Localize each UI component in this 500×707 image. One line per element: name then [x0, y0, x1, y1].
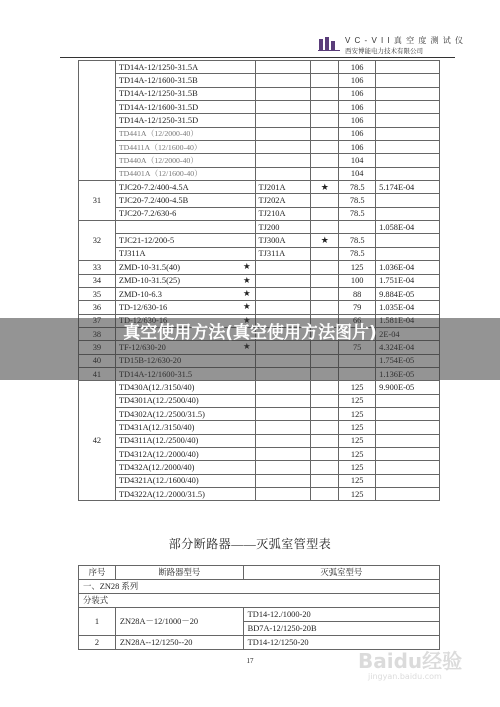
row-interrupter: TJ202A	[255, 194, 311, 207]
row-star-interrupter	[311, 461, 339, 474]
table-row	[79, 194, 440, 207]
row-rate	[376, 407, 440, 420]
row-star-interrupter	[311, 101, 339, 114]
row-star-interrupter	[311, 221, 339, 234]
row-interrupter	[255, 114, 311, 127]
row-star-interrupter	[311, 154, 339, 167]
row-rate	[376, 61, 440, 74]
row-star-interrupter	[311, 447, 339, 460]
row-model: TD14A-12/1600-31.5B	[118, 76, 198, 86]
row-model-cell	[115, 87, 255, 100]
row-rate	[376, 141, 440, 154]
row-star-interrupter	[311, 74, 339, 87]
row-model: TD4311A(12./2500/40)	[118, 436, 199, 446]
row-no: 36	[79, 301, 116, 314]
row-model: ZMD-10-31.5(40)	[118, 262, 181, 272]
row-interrupter	[255, 421, 311, 434]
row-model-cell	[115, 407, 255, 420]
row-no: 2	[79, 636, 116, 650]
row-rate: 1.751E-04	[376, 274, 440, 287]
row-model-cell	[115, 301, 255, 314]
row-interrupter: TJ210A	[255, 207, 311, 220]
row-model: TD4321A(12./1600/40)	[118, 476, 199, 486]
row-value: 106	[339, 101, 376, 114]
row-star-interrupter	[311, 61, 339, 74]
row-rate	[376, 234, 440, 247]
row-value: 79	[339, 301, 376, 314]
row-model-cell	[115, 127, 255, 140]
row-model: TD4302A(12./2500/31.5)	[118, 409, 205, 419]
row-model: TD432A(12./2000/40)	[118, 462, 195, 472]
header-interrupter: 灭弧室型号	[243, 566, 439, 580]
row-value	[339, 221, 376, 234]
row-model: ZMD-10-6.3	[118, 289, 162, 299]
row-interrupter	[255, 461, 311, 474]
row-model-cell	[115, 194, 255, 207]
row-interrupter	[255, 61, 311, 74]
section-title: 部分断路器——灭弧室管型表	[168, 537, 332, 551]
table-row	[79, 421, 440, 434]
row-model: TJC20-7.2/630-6	[118, 209, 177, 219]
row-value: 78.5	[339, 207, 376, 220]
table-row	[79, 167, 440, 180]
row-model: TD4322A(12./2000/31.5)	[118, 489, 205, 499]
row-interrupter: TJ200	[255, 221, 311, 234]
row-no: 33	[79, 261, 116, 274]
row-value: 125	[339, 261, 376, 274]
row-star-interrupter	[311, 141, 339, 154]
row-no: 42	[79, 381, 116, 501]
row-interrupter: TD14-12./1000-20	[243, 608, 439, 622]
row-rate	[376, 461, 440, 474]
row-star-interrupter	[311, 207, 339, 220]
row-model: TD4301A(12./2500/40)	[118, 396, 199, 406]
row-rate	[376, 434, 440, 447]
row-rate	[376, 74, 440, 87]
breaker-interrupter-table	[78, 565, 440, 650]
row-model-cell	[115, 247, 255, 260]
row-rate	[376, 207, 440, 220]
row-rate	[376, 154, 440, 167]
row-star-interrupter	[311, 434, 339, 447]
row-value: 125	[339, 488, 376, 501]
row-interrupter	[255, 74, 311, 87]
row-model-cell	[115, 447, 255, 460]
table-row	[79, 221, 440, 234]
row-model-cell	[115, 394, 255, 407]
row-rate: 9.884E-05	[376, 287, 440, 300]
table-header-row	[79, 566, 440, 580]
row-model: TD14A-12/1250-31.5B	[118, 89, 198, 99]
table-row	[79, 114, 440, 127]
row-model-cell	[115, 221, 255, 234]
table-row	[79, 234, 440, 247]
row-rate	[376, 167, 440, 180]
row-rate	[376, 101, 440, 114]
row-value: 106	[339, 87, 376, 100]
row-interrupter	[255, 474, 311, 487]
banner-title: 真空使用方法(真空使用方法图片)	[123, 323, 377, 343]
row-star-interrupter	[311, 261, 339, 274]
table-row	[79, 488, 440, 501]
row-interrupter	[255, 141, 311, 154]
row-rate: 1.035E-04	[376, 301, 440, 314]
row-value: 88	[339, 287, 376, 300]
row-model: TD-12/630-16	[118, 302, 168, 312]
row-value: 106	[339, 114, 376, 127]
table-row	[79, 74, 440, 87]
row-model: TJC20-7.2/400-4.5B	[118, 196, 189, 206]
row-model-cell	[115, 154, 255, 167]
row-star-interrupter	[311, 127, 339, 140]
brand-line-1: V C - V I I 真 空 度 测 试 仪	[345, 36, 465, 45]
row-model: TD431A(12./3150/40)	[118, 422, 195, 432]
header-no: 序号	[79, 566, 116, 580]
row-interrupter	[255, 154, 311, 167]
subsection-label: 分装式	[79, 594, 440, 608]
row-star-interrupter	[311, 394, 339, 407]
row-rate	[376, 394, 440, 407]
table-row	[79, 181, 440, 194]
row-model-cell	[115, 488, 255, 501]
row-interrupter: BD7A-12/1250-20B	[243, 622, 439, 636]
row-rate	[376, 114, 440, 127]
row-interrupter	[255, 381, 311, 394]
row-value: 78.5	[339, 181, 376, 194]
row-interrupter	[255, 274, 311, 287]
row-no	[79, 61, 116, 181]
row-no: 31	[79, 181, 116, 221]
row-model: TD430A(12./3150/40)	[118, 382, 195, 392]
row-model-cell	[115, 141, 255, 154]
header-rule	[60, 57, 455, 58]
row-interrupter	[255, 261, 311, 274]
table-row	[79, 461, 440, 474]
row-star-interrupter	[311, 381, 339, 394]
row-star-interrupter	[311, 407, 339, 420]
brand-line-2: 西安博能电力技术有限公司	[345, 48, 423, 55]
row-model: TJC21-12/200-5	[118, 236, 175, 246]
row-rate	[376, 194, 440, 207]
table-row	[79, 247, 440, 260]
row-star-interrupter	[311, 274, 339, 287]
row-rate: 1.036E-04	[376, 261, 440, 274]
row-value: 125	[339, 381, 376, 394]
table-row	[79, 127, 440, 140]
row-interrupter	[255, 434, 311, 447]
row-star-interrupter	[311, 194, 339, 207]
table-row	[79, 87, 440, 100]
table-row	[79, 474, 440, 487]
row-no: 32	[79, 221, 116, 261]
row-star-interrupter	[311, 114, 339, 127]
row-breaker: ZN28A－12/1000－20	[115, 608, 243, 636]
table-row	[79, 154, 440, 167]
table-row	[79, 394, 440, 407]
row-model: TJ311A	[118, 249, 146, 259]
table-row	[79, 407, 440, 420]
row-star-interrupter: ★	[311, 181, 339, 194]
row-rate	[376, 87, 440, 100]
row-interrupter	[255, 101, 311, 114]
row-interrupter: TD14-12/1250-20	[243, 636, 439, 650]
table-row	[79, 381, 440, 394]
row-model-cell	[115, 74, 255, 87]
watermark	[358, 645, 478, 690]
row-rate	[376, 421, 440, 434]
row-star-interrupter	[311, 287, 339, 300]
table-row	[79, 447, 440, 460]
row-rate	[376, 447, 440, 460]
table-row	[79, 287, 440, 300]
row-model-cell	[115, 287, 255, 300]
row-star-interrupter	[311, 87, 339, 100]
row-breaker: ZN28A--12/1250--20	[115, 636, 243, 650]
star-mark: ★	[242, 288, 251, 298]
row-value: 125	[339, 474, 376, 487]
watermark-url: jingyan.baidu.com	[368, 672, 442, 681]
series-row	[79, 580, 440, 594]
row-rate: 5.174E-04	[376, 181, 440, 194]
row-model: TD14A-12/1600-31.5D	[118, 102, 199, 112]
row-rate: 9.900E-05	[376, 381, 440, 394]
row-no: 1	[79, 608, 116, 636]
row-no: 34	[79, 274, 116, 287]
row-model-cell	[115, 261, 255, 274]
row-rate	[376, 488, 440, 501]
header-breaker: 断路器型号	[115, 566, 243, 580]
row-interrupter: TJ300A	[255, 234, 311, 247]
row-model-cell	[115, 274, 255, 287]
row-model: TJC20-7.2/400-4.5A	[118, 182, 189, 192]
table-row	[79, 141, 440, 154]
row-value: 106	[339, 127, 376, 140]
interrupter-value-table	[78, 60, 440, 501]
row-model: TD4411A（12/1600-40）	[118, 142, 202, 152]
subsection-row	[79, 594, 440, 608]
table-row	[79, 207, 440, 220]
row-model-cell	[115, 461, 255, 474]
row-model-cell	[115, 434, 255, 447]
table-row	[79, 61, 440, 74]
row-value: 125	[339, 407, 376, 420]
row-interrupter	[255, 488, 311, 501]
row-model-cell	[115, 114, 255, 127]
series-label: 一、ZN28 系列	[79, 580, 440, 594]
table-row	[79, 608, 440, 622]
row-no: 35	[79, 287, 116, 300]
row-model-cell	[115, 61, 255, 74]
row-star-interrupter	[311, 474, 339, 487]
row-value: 104	[339, 154, 376, 167]
row-star-interrupter	[311, 421, 339, 434]
star-mark: ★	[242, 262, 251, 272]
row-value: 125	[339, 461, 376, 474]
row-model: TD4312A(12./2000/40)	[118, 449, 199, 459]
row-interrupter	[255, 447, 311, 460]
row-model: TD14A-12/1250-31.5A	[118, 62, 199, 72]
row-interrupter	[255, 407, 311, 420]
row-interrupter	[255, 394, 311, 407]
row-model-cell	[115, 234, 255, 247]
table-row	[79, 434, 440, 447]
row-model: TD14A-12/1250-31.5D	[118, 116, 199, 126]
row-rate: 1.058E-04	[376, 221, 440, 234]
row-model-cell	[115, 167, 255, 180]
row-interrupter	[255, 167, 311, 180]
table-row	[79, 101, 440, 114]
row-value: 100	[339, 274, 376, 287]
row-interrupter: TJ201A	[255, 181, 311, 194]
row-value: 78.5	[339, 234, 376, 247]
row-value: 106	[339, 74, 376, 87]
row-star-interrupter	[311, 167, 339, 180]
row-interrupter	[255, 127, 311, 140]
table-row	[79, 274, 440, 287]
row-model: ZMD-10-31.5(25)	[118, 276, 181, 286]
row-model-cell	[115, 101, 255, 114]
row-interrupter: TJ311A	[255, 247, 311, 260]
page-header	[0, 0, 500, 62]
watermark-logo: Baidu经验	[358, 649, 463, 673]
row-rate	[376, 474, 440, 487]
row-interrupter	[255, 287, 311, 300]
row-rate	[376, 127, 440, 140]
row-value: 78.5	[339, 194, 376, 207]
table-row	[79, 301, 440, 314]
row-value: 78.5	[339, 247, 376, 260]
row-model: TD4401A（12/1600-40）	[118, 169, 203, 179]
row-model-cell	[115, 421, 255, 434]
row-star-interrupter	[311, 301, 339, 314]
row-rate	[376, 247, 440, 260]
row-value: 125	[339, 434, 376, 447]
row-model-cell	[115, 181, 255, 194]
row-star-interrupter: ★	[311, 234, 339, 247]
row-model-cell	[115, 207, 255, 220]
row-interrupter	[255, 301, 311, 314]
page-number: 17	[246, 657, 254, 665]
star-mark: ★	[242, 275, 251, 285]
row-value: 104	[339, 167, 376, 180]
company-logo-icon	[318, 37, 340, 51]
row-interrupter	[255, 87, 311, 100]
row-value: 106	[339, 141, 376, 154]
table-row	[79, 261, 440, 274]
row-value: 106	[339, 61, 376, 74]
row-value: 125	[339, 447, 376, 460]
row-star-interrupter	[311, 488, 339, 501]
star-mark: ★	[242, 302, 251, 312]
row-model-cell	[115, 474, 255, 487]
row-model: TD441A（12/2000-40）	[118, 129, 199, 139]
row-model: TD440A（12/2000-40）	[118, 156, 199, 166]
row-model-cell	[115, 381, 255, 394]
row-value: 125	[339, 421, 376, 434]
row-value: 125	[339, 394, 376, 407]
row-star-interrupter	[311, 247, 339, 260]
